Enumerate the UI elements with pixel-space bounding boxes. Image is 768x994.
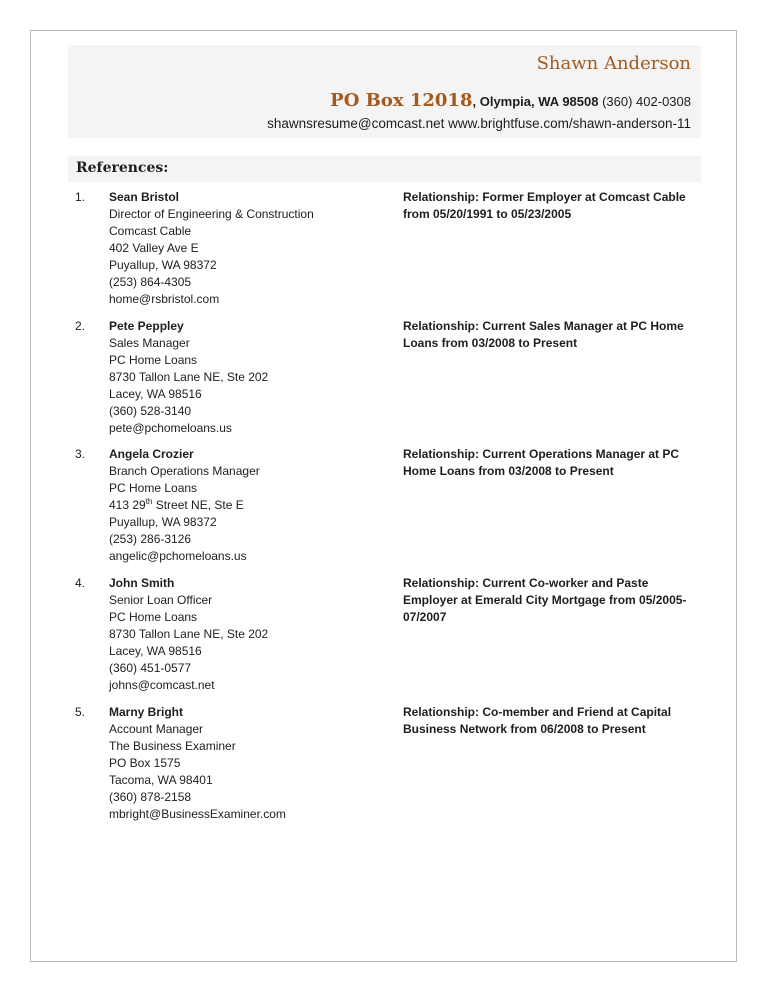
reference-number: 4. — [75, 576, 86, 590]
street-name: Street NE, Ste E — [152, 498, 244, 512]
reference-contact — [109, 189, 389, 308]
reference-title: Director of Engineering & Construction — [109, 207, 314, 221]
reference-email: pete@pchomeloans.us — [109, 421, 232, 435]
reference-title: Sales Manager — [109, 336, 190, 350]
reference-relationship: Relationship: Co-member and Friend at Capital Business Network from 06/2008 to Present — [403, 705, 672, 736]
reference-name: Marny Bright — [109, 705, 184, 719]
reference-company: Comcast Cable — [109, 224, 192, 238]
reference-contact — [109, 446, 389, 565]
reference-phone: (253) 286-3126 — [109, 532, 192, 546]
reference-relationship: Relationship: Current Sales Manager at PC Home Loans from 03/2008 to Present — [403, 319, 684, 350]
reference-contact — [109, 575, 389, 694]
website: www.brightfuse.com/shawn-anderson-11 — [448, 116, 691, 131]
reference-title: Branch Operations Manager — [109, 464, 260, 478]
street-number: 413 29 — [109, 498, 146, 512]
reference-email: angelic@pchomeloans.us — [109, 549, 247, 563]
reference-contact — [109, 704, 389, 823]
reference-street: PO Box 1575 — [109, 756, 181, 770]
references-section-bar — [68, 156, 701, 182]
reference-phone: (360) 528-3140 — [109, 404, 192, 418]
reference-city: Tacoma, WA 98401 — [109, 773, 213, 787]
reference-city: Lacey, WA 98516 — [109, 644, 202, 658]
reference-number: 1. — [75, 190, 86, 204]
reference-name: Angela Crozier — [109, 447, 194, 461]
po-box: PO Box 12018 — [330, 90, 473, 111]
reference-company: PC Home Loans — [109, 610, 198, 624]
reference-name: John Smith — [109, 576, 175, 590]
reference-relationship: Relationship: Former Employer at Comcast Cable from 05/20/1991 to 05/23/2005 — [403, 190, 686, 221]
section-title: References: — [76, 160, 169, 176]
candidate-name: Shawn Anderson — [536, 53, 691, 74]
reference-company: The Business Examiner — [109, 739, 236, 753]
phone: (360) 402-0308 — [602, 94, 691, 109]
reference-street: 8730 Tallon Lane NE, Ste 202 — [109, 370, 269, 384]
reference-street: 402 Valley Ave E — [109, 241, 199, 255]
email: shawnsresume@comcast.net — [267, 116, 445, 131]
reference-company: PC Home Loans — [109, 481, 198, 495]
reference-email: home@rsbristol.com — [109, 292, 220, 306]
resume-header — [68, 45, 701, 138]
reference-number: 3. — [75, 447, 86, 461]
reference-email: johns@comcast.net — [109, 678, 215, 692]
reference-contact — [109, 318, 389, 437]
reference-name: Pete Peppley — [109, 319, 184, 333]
reference-street: 8730 Tallon Lane NE, Ste 202 — [109, 627, 269, 641]
reference-city: Lacey, WA 98516 — [109, 387, 202, 401]
reference-city: Puyallup, WA 98372 — [109, 258, 217, 272]
reference-street — [109, 497, 389, 514]
reference-city: Puyallup, WA 98372 — [109, 515, 217, 529]
reference-relationship: Relationship: Current Co-worker and Paste Employer at Emerald City Mortgage from 05/2005-07/2007 — [403, 576, 687, 624]
city-state-zip: , Olympia, WA 98508 — [472, 94, 599, 109]
reference-phone: (360) 451-0577 — [109, 661, 192, 675]
reference-company: PC Home Loans — [109, 353, 198, 367]
reference-title: Account Manager — [109, 722, 204, 736]
reference-number: 5. — [75, 705, 86, 719]
reference-number: 2. — [75, 319, 86, 333]
reference-name: Sean Bristol — [109, 190, 180, 204]
reference-phone: (253) 864-4305 — [109, 275, 192, 289]
ordinal-suffix: th — [145, 497, 153, 506]
reference-title: Senior Loan Officer — [109, 593, 213, 607]
reference-relationship: Relationship: Current Operations Manager at PC Home Loans from 03/2008 to Present — [403, 447, 680, 478]
reference-phone: (360) 878-2158 — [109, 790, 192, 804]
address-line — [330, 90, 691, 111]
reference-email: mbright@BusinessExaminer.com — [109, 807, 286, 821]
contact-line — [267, 116, 691, 131]
